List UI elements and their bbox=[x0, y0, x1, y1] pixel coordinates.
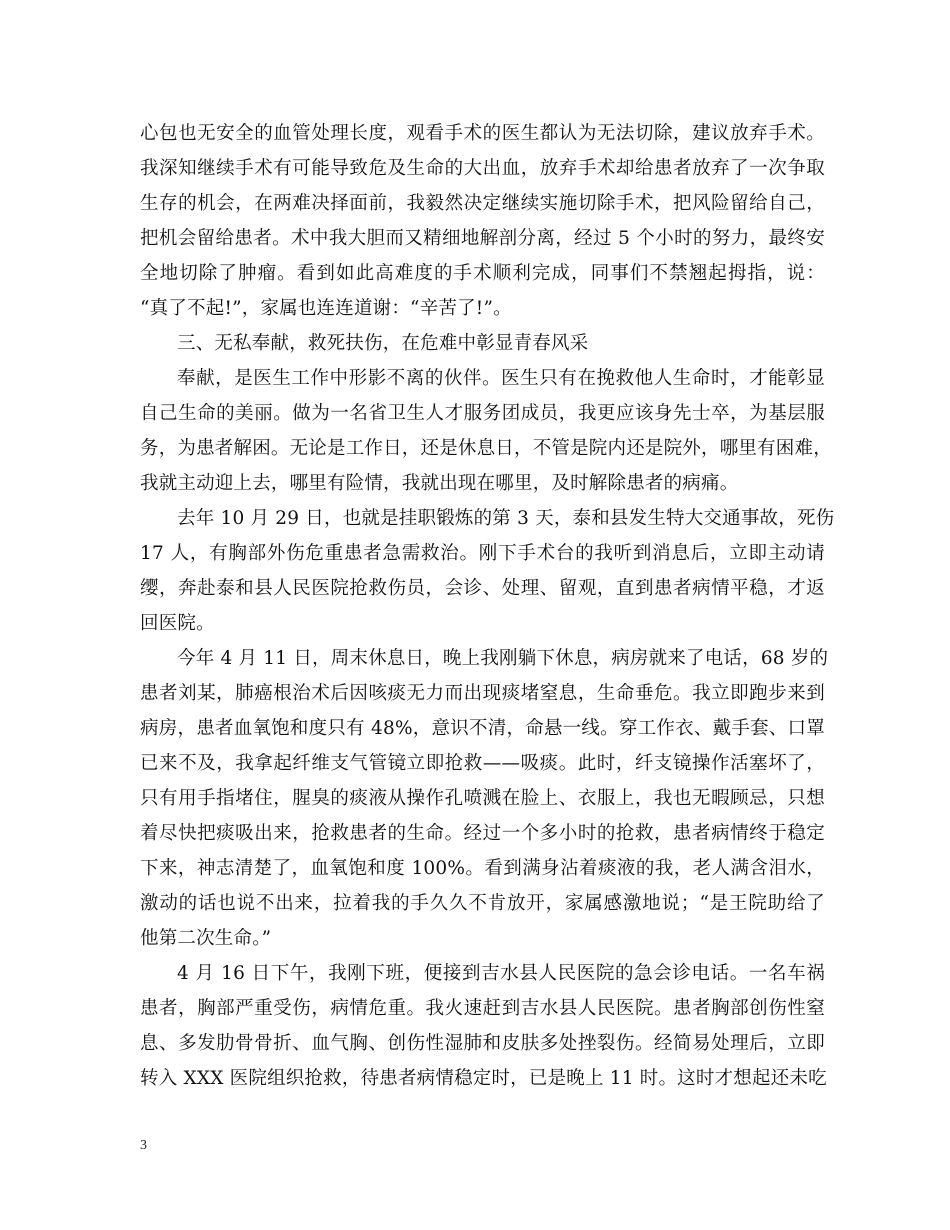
text-line: 我就主动迎上去，哪里有险情，我就出现在哪里，及时解除患者的病痛。 bbox=[140, 473, 739, 494]
text-line: 全地切除了肿瘤。看到如此高难度的手术顺利完成，同事们不禁翘起拇指，说： bbox=[140, 263, 825, 284]
text-line: 生存的机会，在两难决择面前，我毅然决定继续实施切除手术，把风险留给自己， bbox=[140, 193, 825, 214]
text-line: 患者刘某，肺癌根治术后因咳痰无力而出现痰堵窒息，生命垂危。我立即跑步来到 bbox=[140, 683, 825, 704]
text-line: 去年 10 月 29 日，也就是挂职锻炼的第 3 天，泰和县发生特大交通事故，死伤 bbox=[177, 508, 835, 529]
text-line: 4 月 16 日下午，我刚下班，便接到吉水县人民医院的急会诊电话。一名车祸 bbox=[177, 963, 825, 984]
text-line: 下来，神志清楚了，血氧饱和度 100%。看到满身沾着痰液的我，老人满含泪水， bbox=[140, 858, 825, 879]
text-line: 今年 4 月 11 日，周末休息日，晚上我刚躺下休息，病房就来了电话，68 岁的 bbox=[177, 648, 829, 669]
page-number: 3 bbox=[140, 1138, 147, 1153]
text-line: 回医院。 bbox=[140, 613, 215, 634]
text-line: 把机会留给患者。术中我大胆而又精细地解剖分离，经过 5 个小时的努力，最终安 bbox=[140, 228, 825, 249]
text-line: 17 人，有胸部外伤危重患者急需救治。刚下手术台的我听到消息后，立即主动请 bbox=[140, 543, 825, 564]
document-body bbox=[140, 116, 835, 1096]
text-line: 只有用手指堵住，腥臭的痰液从操作孔喷溅在脸上、衣服上，我也无暇顾忌，只想 bbox=[140, 788, 825, 809]
text-line: 缨，奔赴泰和县人民医院抢救伤员，会诊、处理、留观，直到患者病情平稳，才返 bbox=[140, 578, 825, 599]
text-line: 心包也无安全的血管处理长度，观看手术的医生都认为无法切除，建议放弃手术。 bbox=[140, 123, 825, 144]
text-line: 我深知继续手术有可能导致危及生命的大出血，放弃手术却给患者放弃了一次争取 bbox=[140, 158, 825, 179]
text-line: “真了不起!”，家属也连连道谢：“辛苦了!”。 bbox=[140, 298, 512, 319]
text-line: 激动的话也说不出来，拉着我的手久久不肯放开，家属感激地说；“是王院助给了 bbox=[140, 893, 825, 914]
text-line: 转入 XXX 医院组织抢救，待患者病情稳定时，已是晚上 11 时。这时才想起还未吃 bbox=[140, 1068, 827, 1089]
text-line: 奉献，是医生工作中形影不离的伙伴。医生只有在挽救他人生命时，才能彰显 bbox=[177, 368, 825, 389]
text-line: 患者，胸部严重受伤，病情危重。我火速赶到吉水县人民医院。患者胸部创伤性窒 bbox=[140, 998, 825, 1019]
section-heading: 三、无私奉献，救死扶伤，在危难中彰显青春风采 bbox=[177, 333, 589, 354]
text-line: 病房，患者血氧饱和度只有 48%，意识不清，命悬一线。穿工作衣、戴手套、口罩 bbox=[140, 718, 825, 739]
text-line: 息、多发肋骨骨折、血气胸、创伤性湿肺和皮肤多处挫裂伤。经简易处理后，立即 bbox=[140, 1033, 825, 1054]
text-line: 他第二次生命。” bbox=[140, 928, 272, 949]
text-line: 已来不及，我拿起纤维支气管镜立即抢救——吸痰。此时，纤支镜操作活塞坏了， bbox=[140, 753, 825, 774]
text-line: 自己生命的美丽。做为一名省卫生人才服务团成员，我更应该身先士卒，为基层服 bbox=[140, 403, 825, 424]
text-line: 务，为患者解困。无论是工作日，还是休息日，不管是院内还是院外，哪里有困难， bbox=[140, 438, 832, 459]
text-line: 着尽快把痰吸出来，抢救患者的生命。经过一个多小时的抢救，患者病情终于稳定 bbox=[140, 823, 825, 844]
